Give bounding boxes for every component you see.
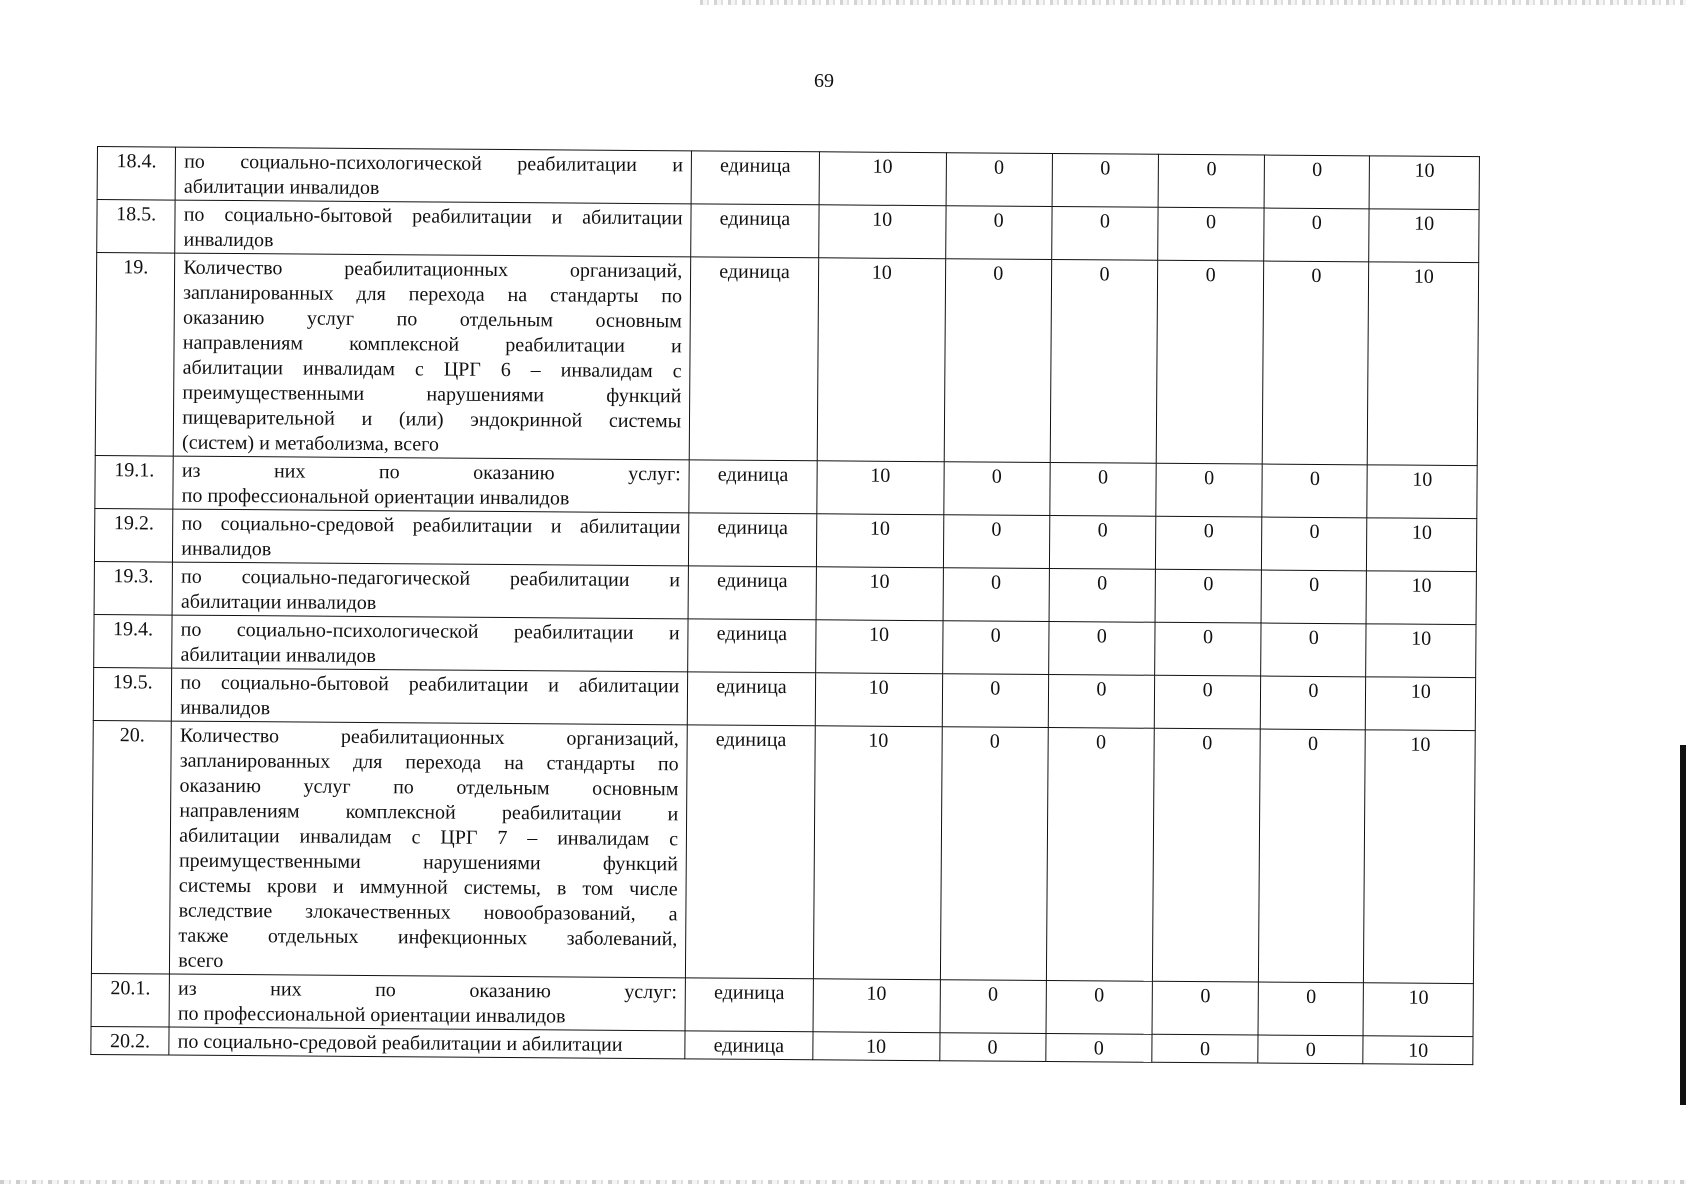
description-line: направлениям комплексной реабилитации и [179, 799, 679, 826]
value-cell-3: 0 [1046, 727, 1154, 981]
row-unit: единица [687, 672, 815, 726]
description-line: из них по оказанию услуг: [177, 977, 678, 1004]
data-table [90, 146, 1480, 1065]
description-line: Количество реабилитационных организаций, [183, 256, 683, 283]
value-cell-5: 0 [1262, 464, 1368, 518]
description-line: абилитации инвалидов [180, 590, 377, 615]
row-number: 19.5. [93, 667, 172, 721]
value-cell-1: 10 [819, 152, 946, 206]
description-line: всего [178, 949, 224, 972]
value-cell-3: 0 [1049, 515, 1156, 569]
value-cell-2: 0 [939, 1033, 1045, 1062]
row-unit: единица [691, 151, 819, 205]
row-number: 19.3. [94, 561, 173, 615]
value-cell-3: 0 [1049, 568, 1156, 622]
row-description [172, 562, 688, 619]
row-number: 18.4. [97, 147, 176, 201]
value-cell-2: 0 [943, 568, 1050, 622]
description-line: пищеварительной и (или) эндокринной системы [182, 406, 682, 433]
value-cell-4: 0 [1156, 260, 1264, 464]
description-line: инвалидов [183, 228, 274, 252]
description-line: системы крови и иммунной системы, в том числе [178, 874, 678, 901]
row-number: 20. [91, 720, 171, 974]
description-line: также отдельных инфекционных заболеваний, [178, 924, 678, 951]
value-cell-1: 10 [813, 1032, 940, 1061]
value-cell-4: 0 [1155, 569, 1262, 623]
table-row [94, 614, 1476, 677]
row-unit: единица [685, 978, 813, 1032]
value-cell-6: 10 [1367, 465, 1477, 519]
description-line: по социально-бытовой реабилитации и абилитации [183, 203, 683, 230]
table-row [95, 253, 1478, 466]
value-cell-5: 0 [1260, 676, 1366, 730]
value-cell-1: 10 [817, 461, 944, 515]
value-cell-2: 0 [942, 674, 1049, 728]
value-cell-5: 0 [1264, 155, 1370, 209]
description-line: абилитации инвалидов [180, 643, 376, 668]
row-description [173, 253, 690, 460]
value-cell-1: 10 [817, 258, 945, 462]
value-cell-3: 0 [1051, 207, 1158, 261]
value-cell-2: 0 [943, 515, 1050, 569]
row-number: 19.1. [95, 455, 174, 509]
value-cell-1: 10 [813, 726, 942, 980]
table-row [95, 455, 1477, 518]
value-cell-4: 0 [1156, 463, 1263, 517]
value-cell-6: 10 [1369, 209, 1479, 263]
row-number: 19.4. [94, 614, 173, 668]
row-description [173, 509, 689, 566]
page-number: 69 [814, 70, 834, 92]
row-description [173, 456, 689, 513]
description-line: по социально-педагогической реабилитации и [181, 565, 681, 592]
row-description [172, 615, 688, 672]
description-line: вследствие злокачественных новообразований, а [178, 899, 678, 926]
description-line: по социально-бытовой реабилитации и абилитации [180, 671, 680, 698]
row-description [169, 1027, 685, 1059]
value-cell-4: 0 [1158, 207, 1265, 261]
row-description [172, 668, 688, 725]
value-cell-3: 0 [1048, 674, 1155, 728]
scan-edge-right [1680, 745, 1686, 1105]
value-cell-5: 0 [1261, 623, 1367, 677]
description-line: по социально-средовой реабилитации и абилитации [181, 512, 681, 539]
value-cell-6: 10 [1368, 262, 1479, 466]
description-line: оказанию услуг по отдельным основным [179, 774, 679, 801]
value-cell-5: 0 [1258, 1035, 1363, 1064]
description-line: направлениям комплексной реабилитации и [182, 331, 682, 358]
row-number: 18.5. [97, 200, 176, 254]
row-unit: единица [689, 460, 817, 514]
value-cell-3: 0 [1052, 154, 1159, 208]
row-number: 20.2. [91, 1026, 169, 1055]
table-row [94, 561, 1476, 624]
row-description [175, 200, 691, 257]
value-cell-4: 0 [1155, 516, 1262, 570]
value-cell-2: 0 [940, 727, 1048, 981]
value-cell-1: 10 [813, 979, 940, 1033]
description-line: инвалидов [181, 537, 272, 561]
value-cell-4: 0 [1155, 622, 1262, 676]
value-cell-4: 0 [1154, 675, 1261, 729]
value-cell-4: 0 [1158, 154, 1265, 208]
value-cell-6: 10 [1366, 624, 1476, 678]
description-line: абилитации инвалидам с ЦРГ 7 – инвалидам с [179, 824, 679, 851]
scan-artifact-bottom [0, 1180, 1686, 1184]
value-cell-2: 0 [945, 206, 1052, 260]
value-cell-4: 0 [1152, 728, 1260, 982]
value-cell-5: 0 [1258, 982, 1364, 1036]
description-line: абилитации инвалидам с ЦРГ 6 – инвалидам с [182, 356, 682, 383]
description-line: по социально-психологической реабилитации и [184, 150, 684, 177]
description-line: абилитации инвалидов [183, 175, 380, 200]
description-line: запланированных для перехода на стандарты по [179, 749, 679, 776]
table-row [91, 720, 1475, 983]
table-row [97, 147, 1479, 210]
row-unit: единица [688, 566, 816, 620]
row-unit: единица [689, 513, 817, 567]
value-cell-5: 0 [1261, 570, 1367, 624]
value-cell-5: 0 [1264, 208, 1370, 262]
description-line: запланированных для перехода на стандарты по [183, 281, 683, 308]
row-unit: единица [689, 257, 818, 461]
table-row [91, 973, 1473, 1036]
description-line: преимущественными нарушениями функций [178, 849, 678, 876]
description-line: Количество реабилитационных организаций, [179, 724, 679, 751]
value-cell-6: 10 [1364, 730, 1475, 984]
scan-artifact-top [700, 0, 1686, 5]
description-line: по социально-средовой реабилитации и абилитации [177, 1030, 623, 1056]
value-cell-2: 0 [946, 153, 1053, 207]
value-cell-6: 10 [1367, 571, 1477, 625]
description-line: по социально-психологической реабилитации и [180, 618, 680, 645]
value-cell-1: 10 [818, 205, 945, 259]
value-cell-1: 10 [815, 620, 942, 674]
value-cell-6: 10 [1367, 518, 1477, 572]
value-cell-4: 0 [1152, 1034, 1258, 1063]
description-line: (систем) и метаболизма, всего [181, 431, 439, 456]
value-cell-3: 0 [1050, 462, 1157, 516]
description-line: по профессиональной ориентации инвалидов [177, 1002, 566, 1028]
description-line: оказанию услуг по отдельным основным [182, 306, 682, 333]
value-cell-3: 0 [1050, 259, 1158, 463]
value-cell-1: 10 [816, 567, 943, 621]
description-line: из них по оказанию услуг: [181, 459, 681, 486]
row-number: 19. [95, 253, 175, 457]
row-unit: единица [688, 619, 816, 673]
value-cell-6: 10 [1370, 156, 1480, 210]
description-line: инвалидов [180, 696, 271, 720]
row-unit: единица [686, 725, 815, 979]
value-cell-5: 0 [1262, 517, 1368, 571]
description-line: преимущественными нарушениями функций [182, 381, 682, 408]
row-description [170, 721, 688, 978]
value-cell-3: 0 [1048, 621, 1155, 675]
value-cell-5: 0 [1259, 729, 1366, 983]
description-line: по профессиональной ориентации инвалидов [181, 484, 570, 510]
value-cell-3: 0 [1046, 1033, 1152, 1062]
row-number: 19.2. [94, 508, 173, 562]
row-unit: единица [691, 204, 819, 258]
value-cell-4: 0 [1152, 981, 1259, 1035]
row-unit: единица [685, 1031, 813, 1060]
value-cell-1: 10 [816, 514, 943, 568]
value-cell-1: 10 [815, 673, 942, 727]
value-cell-3: 0 [1046, 980, 1153, 1034]
value-cell-6: 10 [1363, 983, 1473, 1037]
value-cell-2: 0 [944, 259, 1052, 463]
value-cell-2: 0 [943, 462, 1050, 516]
value-cell-6: 10 [1366, 677, 1476, 731]
value-cell-5: 0 [1262, 261, 1369, 465]
value-cell-6: 10 [1363, 1036, 1473, 1065]
value-cell-2: 0 [942, 621, 1049, 675]
row-description [175, 147, 691, 204]
row-number: 20.1. [91, 973, 170, 1027]
row-description [169, 974, 685, 1031]
value-cell-2: 0 [940, 980, 1047, 1034]
